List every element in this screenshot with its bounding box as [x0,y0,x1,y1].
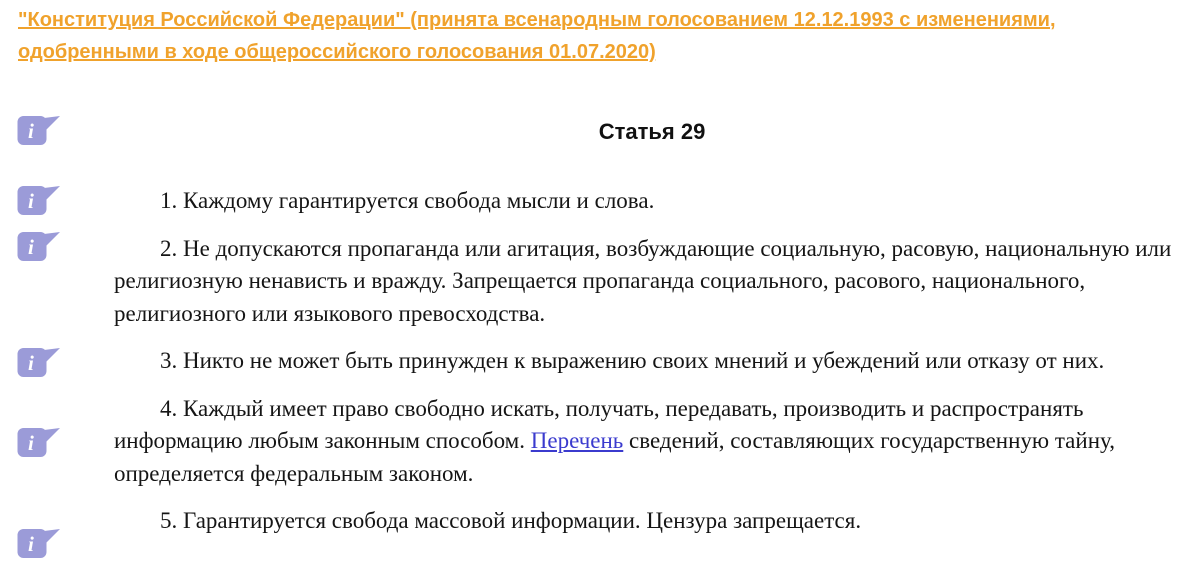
info-bubble-icon [17,427,61,458]
document-title-link[interactable]: "Конституция Российской Федерации" (принята всенародным голосованием 12.12.1993 с изменениями, одобренными в ходе общероссийского голосования 01.07.2020) [18,9,1056,63]
info-icon[interactable] [17,185,61,216]
info-bubble-icon [17,347,61,378]
info-glyph: i [28,351,34,375]
info-glyph: i [28,532,34,556]
info-icon[interactable] [17,427,61,458]
info-bubble-pointer [44,232,60,246]
article-paragraph-3: 3. Никто не может быть принужден к выражению своих мнений и убеждений или отказу от них. [160,348,1105,373]
info-bubble-pointer [44,116,60,130]
info-bubble-pointer [44,428,60,442]
perechen-link[interactable]: Перечень [530,428,624,453]
article-paragraph-5: 5. Гарантируется свобода массовой информации. Цензура запрещается. [160,508,862,533]
info-glyph: i [28,119,34,143]
info-icon[interactable] [17,115,61,146]
info-bubble-icon [17,185,61,216]
paragraph-text-before-link: 4. Каждый имеет право свободно искать, получать, передавать, производить и распространять информацию любым законным способом. [114,395,1084,453]
article-paragraph-1: 1. Каждому гарантируется свобода мысли и слова. [160,188,655,213]
info-bubble-pointer [44,186,60,200]
info-bubble-pointer [44,529,60,543]
info-glyph: i [28,189,34,213]
info-bubble-pointer [44,348,60,362]
info-icon[interactable] [17,231,61,262]
info-icon[interactable] [17,528,61,559]
info-glyph: i [28,431,34,455]
info-glyph: i [28,235,34,259]
info-bubble-icon [17,528,61,559]
info-bubble-icon [17,231,61,262]
article-paragraph-2: 2. Не допускаются пропаганда или агитация, возбуждающие социальную, расовую, национальную или религиозную ненависть и вражду. Запрещается пропаганда социального, расового, национального, религиозного или языкового превосходства. [114,235,1172,326]
paragraph-text-after-link: сведений, составляющих государственную тайну, определяется федеральным законом. [114,428,1115,486]
article-title: Статья 29 [598,119,706,144]
article-body [114,117,1190,553]
info-bubble-icon [17,115,61,146]
info-icon[interactable] [17,347,61,378]
article-paragraph-4 [114,393,1190,491]
